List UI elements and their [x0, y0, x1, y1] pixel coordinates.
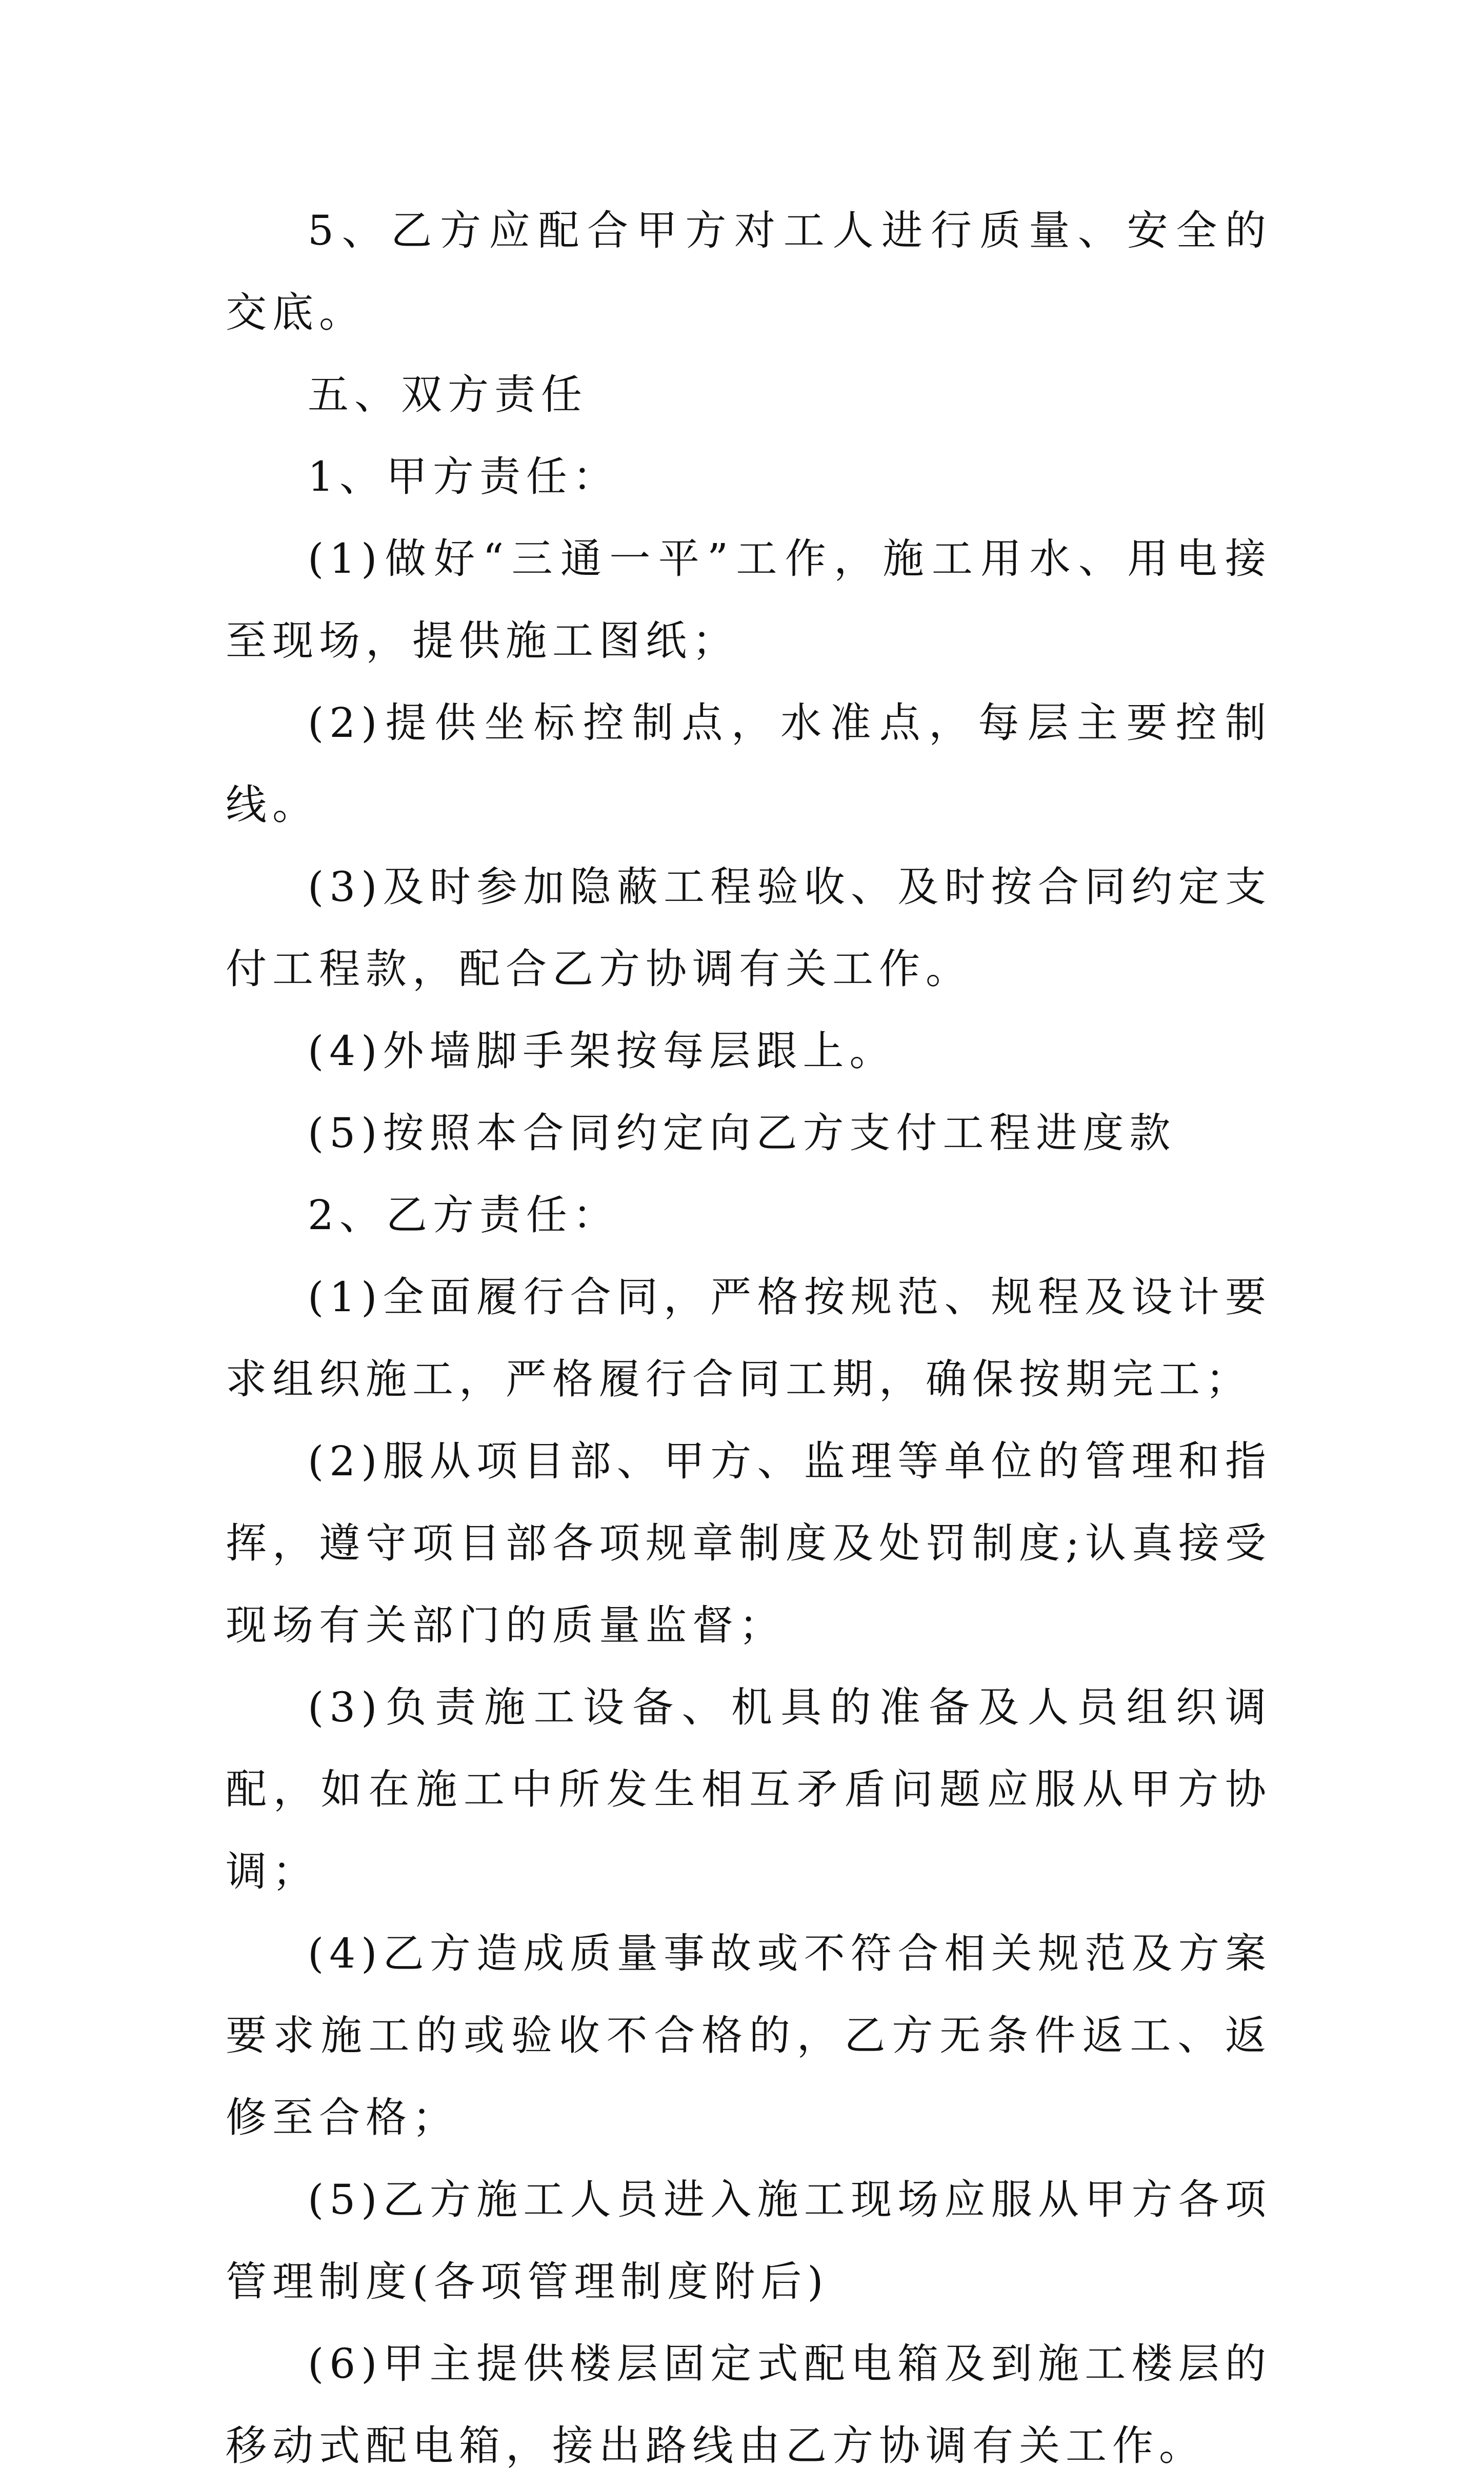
subsection-heading: 2、乙方责任： [308, 1191, 619, 1239]
list-item: (1)做好“三通一平”工作，施工用水、用电接至现场，提供施工图纸； [226, 535, 1272, 665]
list-item: (6)甲主提供楼层固定式配电箱及到施工楼层的移动式配电箱，接出路线由乙方协调有关工作。 [226, 2340, 1272, 2470]
list-item: (5)乙方施工人员进入施工现场应服从甲方各项管理制度(各项管理制度附后) [226, 2176, 1272, 2305]
list-item: (5)按照本合同约定向乙方支付工程进度款 [308, 1109, 1176, 1157]
list-item: (3)及时参加隐蔽工程验收、及时按合同约定支付工程款，配合乙方协调有关工作。 [226, 863, 1272, 993]
paragraph: 5、乙方应配合甲方对工人进行质量、安全的交底。 [226, 207, 1272, 336]
list-item: (4)乙方造成质量事故或不符合相关规范及方案要求施工的或验收不合格的，乙方无条件返工、返修至合格； [226, 1930, 1272, 2141]
document-body [226, 190, 1272, 2487]
list-item: (2)提供坐标控制点，水准点，每层主要控制线。 [226, 699, 1272, 829]
section-heading: 五、双方责任 [308, 371, 588, 418]
list-item: (2)服从项目部、甲方、监理等单位的管理和指挥，遵守项目部各项规章制度及处罚制度;认真接受现场有关部门的质量监督； [226, 1437, 1272, 1649]
subsection-heading: 1、甲方责任： [308, 453, 619, 500]
list-item: (1)全面履行合同，严格按规范、规程及设计要求组织施工，严格履行合同工期，确保按期完工； [226, 1273, 1272, 1403]
list-item: (3)负责施工设备、机具的准备及人员组织调配，如在施工中所发生相互矛盾问题应服从甲方协调； [226, 1683, 1272, 1895]
list-item: (4)外墙脚手架按每层跟上。 [308, 1027, 896, 1075]
